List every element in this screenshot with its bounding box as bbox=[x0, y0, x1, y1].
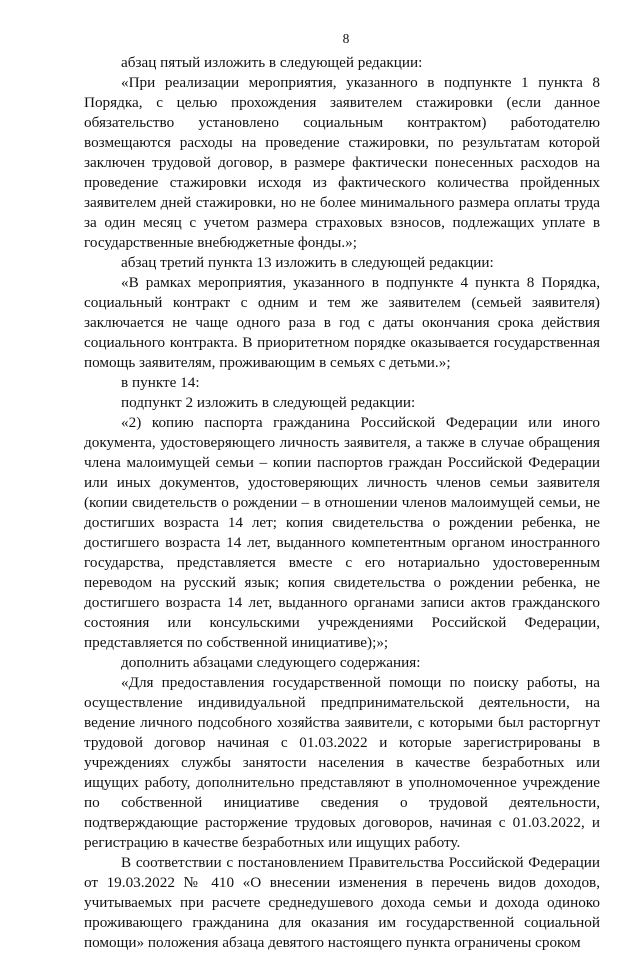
paragraph-1: абзац пятый изложить в следующей редакции: bbox=[121, 54, 423, 71]
paragraph-8: дополнить абзацами следующего содержания: bbox=[121, 654, 421, 671]
paragraph-5: в пункте 14: bbox=[121, 374, 200, 391]
paragraph-7: «2) копию паспорта гражданина Российской Федерации или иного документа, удостоверяющего личность заявителя, а также в случае обращения члена малоимущей семьи – копии паспортов граждан Российской Федерации или иных документов, удостоверяющих личность членов семьи заявителя (копии свидетельств о рождении – в отношении членов малоимущей семьи, не достигших возраста 14 лет; копия свидетельства о рождении ребенка, не достигшего возраста 14 лет, выданного компетентным органом иностранного государства, представляется вместе с его нотариально удостоверенным переводом на русский язык; копия свидетельства о рождении ребенка, не достигшего возраста 14 лет, выданного органами записи актов гражданского состояния или консульскими учреждениями Российской Федерации, представляется по собственной инициативе);»; bbox=[84, 414, 600, 651]
document-body bbox=[84, 53, 600, 953]
paragraph-2: «При реализации мероприятия, указанного в подпункте 1 пункта 8 Порядка, с целью прохождения заявителем стажировки (если данное обязательство установлено социальным контрактом) работодателю возмещаются расходы на проведение стажировки, по результатам которой заключен трудовой договор, в размере фактически понесенных расходов на проведение стажировки исходя из фактического количества пройденных заявителем дней стажировки, но не более минимального размера оплаты труда за один месяц с учетом размера страховых взносов, подлежащих уплате в государственные внебюджетные фонды.»; bbox=[84, 74, 600, 251]
paragraph-3: абзац третий пункта 13 изложить в следующей редакции: bbox=[121, 254, 494, 271]
paragraph-10: В соответствии с постановлением Правительства Российской Федерации от 19.03.2022 № 410 «О внесении изменения в перечень видов доходов, учитываемых при расчете среднедушевого дохода семьи и дохода одиноко проживающего гражданина для оказания им государственной социальной помощи» положения абзаца девятого настоящего пункта ограничены сроком bbox=[84, 854, 600, 951]
paragraph-4: «В рамках мероприятия, указанного в подпункте 4 пункта 8 Порядка, социальный контракт с одним и тем же заявителем (семьей заявителя) заключается не чаще одного раза в год с даты окончания срока действия социального контракта. В приоритетном порядке оказывается государственная помощь заявителям, проживающим в семьях с детьми.»; bbox=[84, 274, 600, 371]
page-number: 8 bbox=[342, 31, 350, 46]
paragraph-6: подпункт 2 изложить в следующей редакции: bbox=[121, 394, 416, 411]
paragraph-9: «Для предоставления государственной помощи по поиску работы, на осуществление индивидуальной предпринимательской деятельности, на ведение личного подсобного хозяйства заявители, с которыми был расторгнут трудовой договор начиная с 01.03.2022 и которые зарегистрированы в учреждениях службы занятости населения в качестве безработных или ищущих работу, дополнительно представляют в уполномоченное учреждение по собственной инициативе сведения о трудовой деятельности, подтверждающие расторжение трудовых договоров, начиная с 01.03.2022, и регистрацию в качестве безработных или ищущих работу. bbox=[84, 674, 600, 851]
